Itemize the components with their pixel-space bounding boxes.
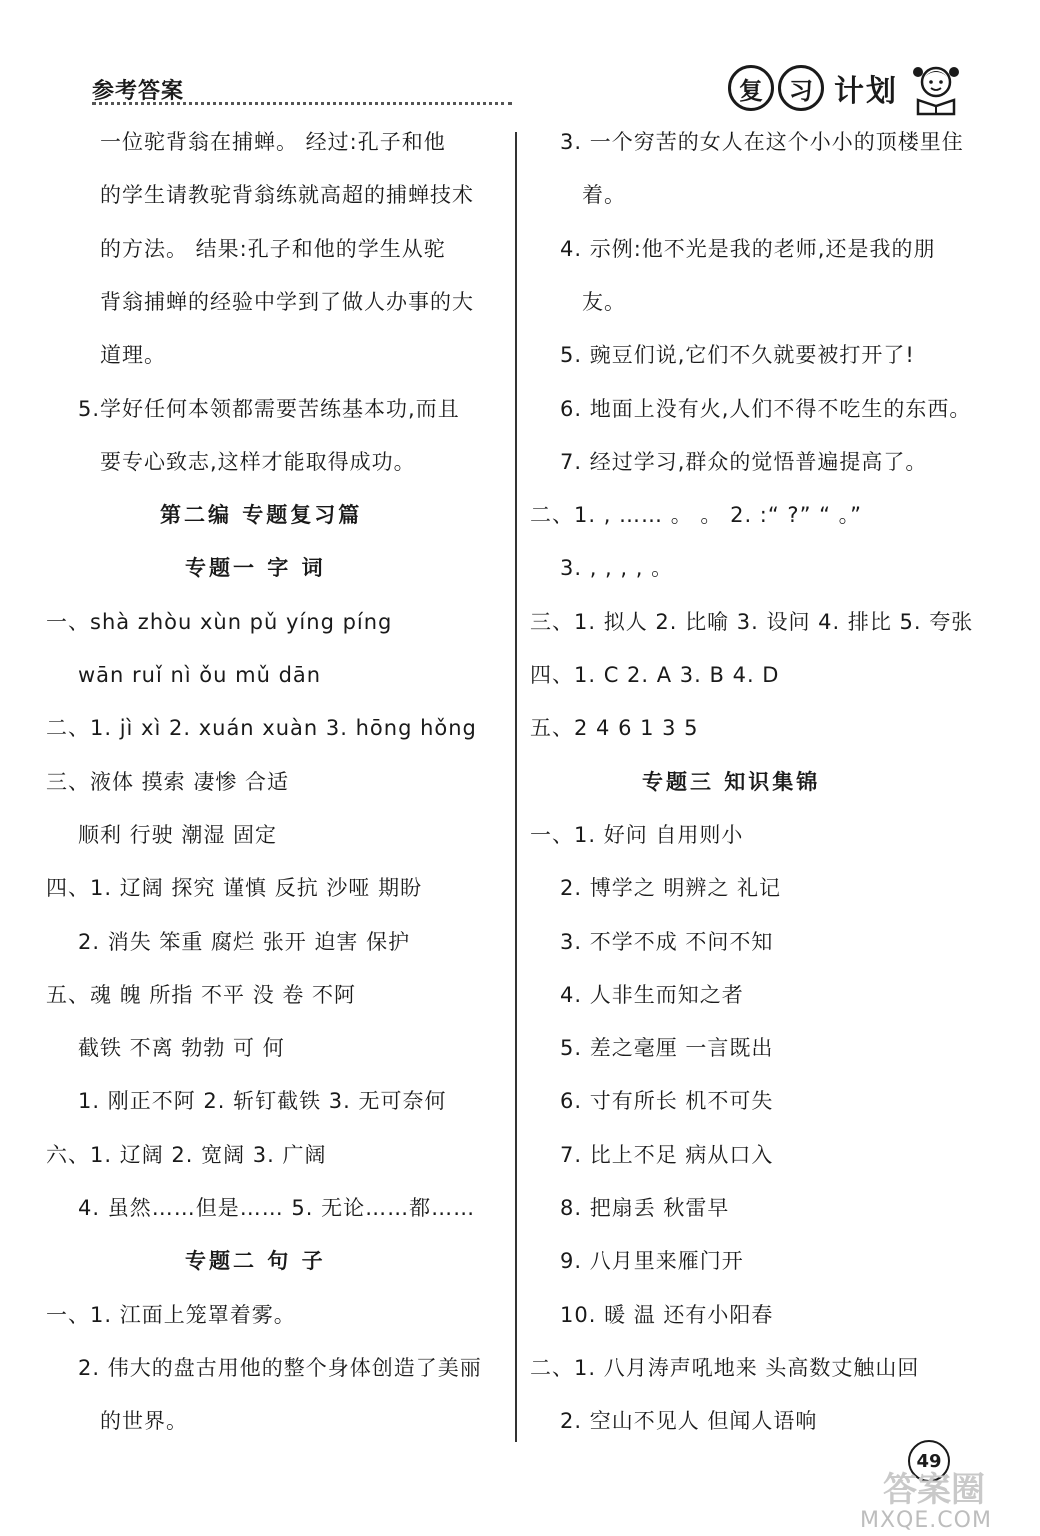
header-title: 参考答案 [92,79,185,104]
answer-line: 二、1. 八月涛声吼地来 头高数丈触山回 [530,1355,920,1380]
mascot-girl-icon [908,60,964,116]
answer-line: 5. 豌豆们说,它们不久就要被打开了! [560,343,915,368]
answer-line: 一、1. 江面上笼罩着雾。 [46,1302,296,1327]
answer-line: 背翁捕蝉的经验中学到了做人办事的大 [100,289,474,314]
brand-text: 计划 [834,74,898,109]
section-heading: 专题三 知识集锦 [642,769,821,794]
answer-line: 的学生请教驼背翁练就高超的捕蝉技术 [100,183,474,208]
answer-line: 6. 寸有所长 机不可失 [560,1089,774,1114]
answer-line: 四、1. 辽阔 探究 谨慎 反抗 沙哑 期盼 [46,876,423,901]
answer-line: 4. 人非生而知之者 [560,982,744,1007]
answer-line: 道理。 [100,343,166,368]
answer-line: 3. , , , , 。 [560,556,674,581]
answer-line: 要专心致志,这样才能取得成功。 [100,449,416,474]
answer-line: 一、1. 好问 自用则小 [530,822,744,847]
answer-line: 3. 一个穷苦的女人在这个小小的顶楼里住 [560,130,964,154]
answer-line: 三、1. 拟人 2. 比喻 3. 设问 4. 排比 5. 夸张 [530,609,974,634]
answer-line: 五、2 4 6 1 3 5 [530,716,699,741]
answer-line: 一、shà zhòu xùn pǔ yíng píng [46,609,393,634]
answer-line: 友。 [582,289,626,314]
answer-line: 9. 八月里来雁门开 [560,1249,744,1274]
watermark-logo: 答案圈 [883,1470,985,1510]
answer-line: 二、1. , …… 。 。 2. :“ ?” “ 。” [530,503,863,528]
answer-line: 2. 空山不见人 但闻人语响 [560,1409,818,1434]
answer-line: 截铁 不离 勃勃 可 何 [78,1036,285,1061]
answer-line: 四、1. C 2. A 3. B 4. D [530,663,780,687]
section-heading: 专题二 句 子 [185,1249,326,1274]
answer-line: wān ruǐ nì ǒu mǔ dān [78,663,322,687]
answer-line: 5. 差之毫厘 一言既出 [560,1036,774,1061]
answer-line: 4. 示例:他不光是我的老师,还是我的朋 [560,236,936,261]
column-divider [515,132,517,1442]
answer-line: 2. 伟大的盘古用他的整个身体创造了美丽 [78,1355,482,1380]
answer-line: 2. 消失 笨重 腐烂 张开 迫害 保护 [78,929,411,954]
section-heading: 第二编 专题复习篇 [160,503,363,528]
answer-line: 10. 暖 温 还有小阳春 [560,1302,774,1327]
brand-circle-2: 习 [778,65,824,111]
page-number: 49 [908,1440,950,1482]
answer-line: 6. 地面上没有火,人们不得不吃生的东西。 [560,396,972,421]
answer-line: 8. 把扇丢 秋雷早 [560,1196,730,1220]
answer-line: 二、1. jì xì 2. xuán xuàn 3. hōng hǒng [46,716,477,741]
brand-logo [728,64,964,112]
watermark-url: MXQE.COM [860,1508,992,1533]
page-header [0,0,1040,112]
answer-line: 5.学好任何本领都需要苦练基本功,而且 [78,396,460,421]
answer-line: 顺利 行驶 潮湿 固定 [78,822,278,847]
header-dotted-rule [92,102,512,105]
answer-line: 的世界。 [100,1409,188,1434]
answer-line: 的方法。 结果:孔子和他的学生从驼 [100,236,446,261]
answer-line: 7. 经过学习,群众的觉悟普遍提高了。 [560,449,928,474]
answer-line: 三、液体 摸索 凄惨 合适 [46,769,290,794]
answer-line: 3. 不学不成 不问不知 [560,929,774,954]
section-heading: 专题一 字 词 [185,556,326,581]
answer-line: 五、魂 魄 所指 不平 没 卷 不阿 [46,982,357,1007]
answer-line: 六、1. 辽阔 2. 宽阔 3. 广阔 [46,1142,327,1167]
brand-circle-1: 复 [728,65,774,111]
answer-line: 7. 比上不足 病从口入 [560,1142,774,1167]
answer-line: 1. 刚正不阿 2. 斩钉截铁 3. 无可奈何 [78,1089,447,1114]
answer-line: 4. 虽然……但是…… 5. 无论……都…… [78,1196,476,1220]
answer-line: 2. 博学之 明辨之 礼记 [560,876,782,901]
answer-line: 着。 [582,183,626,208]
answer-line: 一位驼背翁在捕蝉。 经过:孔子和他 [100,130,446,154]
